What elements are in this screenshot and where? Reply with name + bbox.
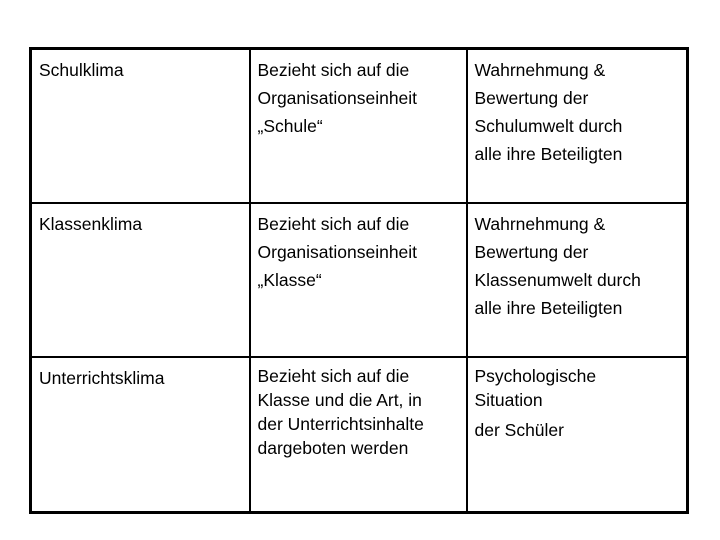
reference-line: Klasse und die Art, in: [257, 389, 422, 410]
description-line: Psychologische: [474, 365, 597, 386]
description-line: Bewertung der: [474, 88, 589, 108]
description-line: Wahrnehmung &: [474, 60, 606, 80]
reference-line: der Unterrichtsinhalte: [257, 413, 424, 434]
reference-line: Bezieht sich auf die: [257, 60, 410, 80]
reference-line: dargeboten werden: [257, 437, 409, 458]
table-row: [31, 49, 688, 203]
reference-line: Organisationseinheit: [257, 241, 418, 262]
term-cell: [31, 357, 250, 513]
climate-definitions-table: [29, 47, 689, 514]
reference-line: Bezieht sich auf die: [257, 365, 410, 386]
description-cell: [467, 49, 688, 203]
term-cell: [31, 49, 250, 203]
description-line: der Schüler: [474, 419, 564, 440]
term-label: Unterrichtsklima: [39, 367, 165, 388]
reference-line: „Klasse“: [257, 269, 322, 290]
description-cell: [467, 357, 688, 513]
description-line: Klassenumwelt durch: [474, 269, 641, 290]
reference-cell: [250, 203, 467, 357]
reference-cell: [250, 49, 467, 203]
reference-line: Organisationseinheit: [257, 88, 418, 108]
reference-line: „Schule“: [257, 116, 323, 136]
reference-line: Bezieht sich auf die: [257, 213, 410, 234]
term-label: Klassenklima: [39, 213, 143, 234]
description-line: Situation: [474, 389, 543, 410]
description-cell: [467, 203, 688, 357]
term-label: Schulklima: [39, 60, 124, 80]
description-line: alle ihre Beteiligten: [474, 297, 623, 318]
description-line: Wahrnehmung &: [474, 213, 606, 234]
description-line: Bewertung der: [474, 241, 589, 262]
description-line: alle ihre Beteiligten: [474, 144, 623, 164]
table-row: [31, 357, 688, 513]
term-cell: [31, 203, 250, 357]
description-line: Schulumwelt durch: [474, 116, 623, 136]
reference-cell: [250, 357, 467, 513]
table-row: [31, 203, 688, 357]
